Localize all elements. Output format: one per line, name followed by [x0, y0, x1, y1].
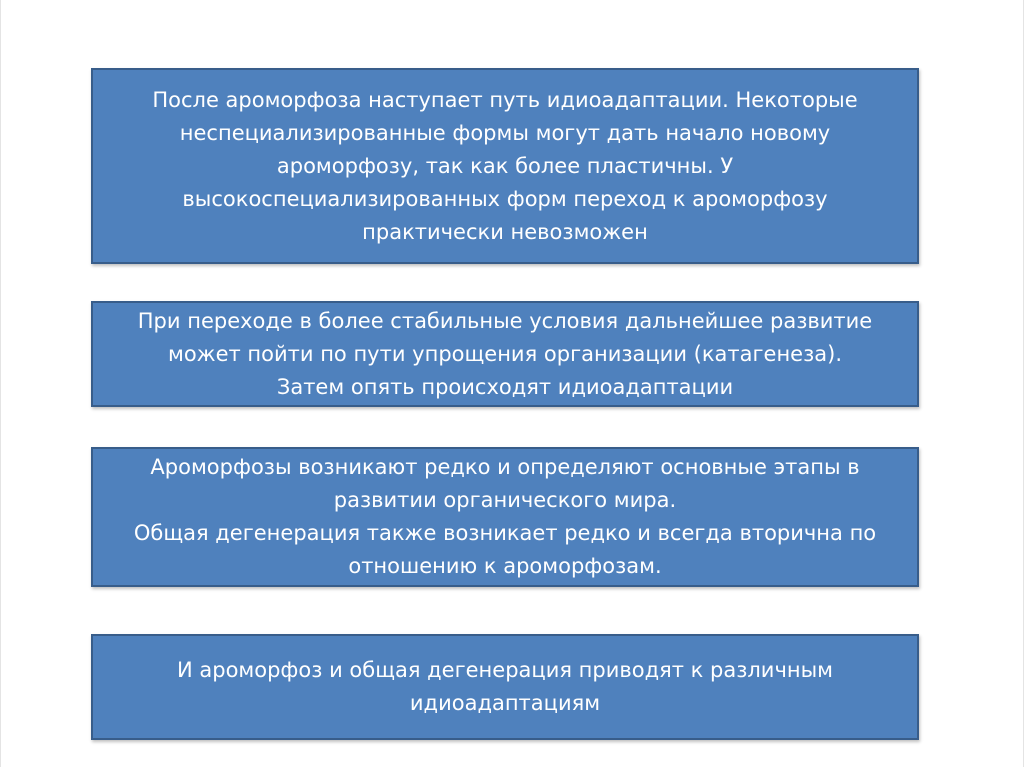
- text-box-aromorphosis-degeneration: [91, 447, 919, 587]
- text-box-4-content: И ароморфоз и общая дегенерация приводят к различным идиоадаптациям: [176, 658, 833, 715]
- text-box-3-content: Ароморфозы возникают редко и определяют основные этапы в развитии органического мира. Общая дегенерация также возникает редко и всегда вторична по отношению к ароморфозам.: [133, 455, 877, 578]
- text-box-aromorphosis-idioadaptation: [91, 68, 919, 264]
- text-box-1-content: После ароморфоза наступает путь идиоадаптации. Некоторые неспециализированные формы могут дать начало новому ароморфозу, так как более пластичны. У высокоспециализированных форм переход к ароморфозу практически невозможен: [152, 87, 858, 244]
- text-box-2-content: При переходе в более стабильные условия дальнейшее развитие может пойти по пути упрощения организации (катагенеза). Затем опять происходят идиоадаптации: [137, 308, 873, 399]
- text-box-catagenesis: [91, 301, 919, 407]
- text-box-conclusion: [91, 634, 919, 740]
